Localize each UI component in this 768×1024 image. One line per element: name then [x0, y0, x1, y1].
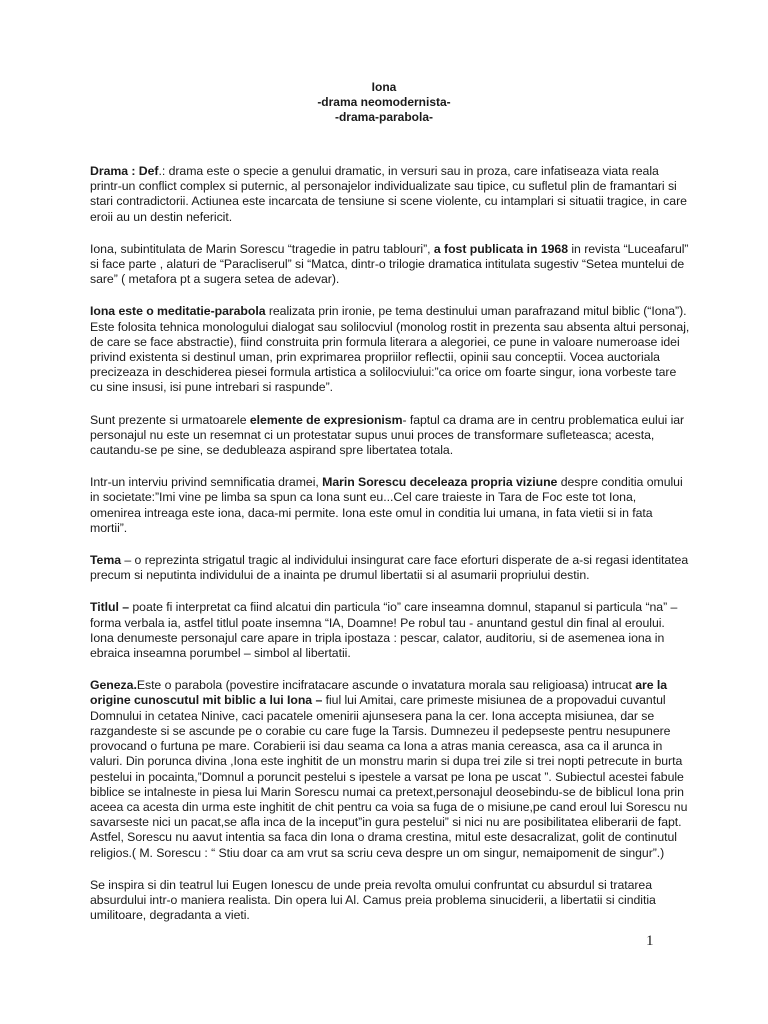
paragraph-text: Intr-un interviu privind semnificatia dramei, [90, 475, 323, 490]
term-titlul: Titlul – [90, 600, 130, 615]
paragraph-tema [90, 553, 690, 583]
paragraph-text: Iona, subintitulata de Marin Sorescu “tragedie in patru tablouri”, [90, 241, 434, 256]
paragraph-text: in revista “Luceafarul” si face parte , alaturi de “Paracliserul” si “Matca, dintr-o trilogie dramatica intitulata sugestiv “Setea muntelui de sare” ( metafora pt a sugera setea de adevar). [90, 241, 689, 287]
paragraph-text: .: drama este o specie a genului dramatic, in versuri sau in proza, care infatiseaza viata reala printr-un conflict complex si puternic, al personajelor individualizate sau tipice, cu sufletul plin de framantari si stari contradictorii. Actiunea este incarcata de tensiune si scene violente, cu intamplari si situatii tragice, in care eroii au un destin nefericit. [90, 164, 687, 224]
paragraph-text: realizata prin ironie, pe tema destinului uman parafrazand mitul biblic (“Iona”). Este folosita tehnica monologului dialogat sau solilocviul (monolog rostit in prezenta sau absenta altui personaj, de care se face abstractie), fiind construita prin formula literara a alegoriei, ce pune in valoare numeroase idei privind existenta si destinul uman, prin exprimarea propriilor reflectii, opinii sau conceptii. Vocea auctoriala precizeaza in deschiderea piesei formula artistica a solilocviului:”ca orice om foarte singur, iona vorbeste tare cu sine insusi, isi pune intrebari si raspunde”. [90, 304, 690, 395]
paragraph-interviu [90, 475, 690, 536]
emphasis-publication: a fost publicata in 1968 [433, 241, 568, 256]
paragraph-text: Sunt prezente si urmatoarele [90, 412, 250, 427]
document-body [90, 164, 690, 940]
term-geneza: Geneza. [90, 678, 137, 693]
paragraph-text: fiul lui Amitai, care primeste misiunea de a propovadui cuvantul Domnului in cetatea Ninive, caci pacatele omenirii ajunsesera pana la cer. Iona accepta misiunea, dar se razgandeste si se ascunde pe o corabie cu care fuge la Tarsis. Dumnezeu il pedepseste pentru nesupunere provocand o furtuna pe mare. Corabierii isi dau seama ca Iona a atras mania cereasca, asa ca il arunca in valuri. Din porunca divina ,Iona este inghitit de un monstru marin si dupa trei zile si trei nopti petrecute in burta pestelui in pocainta,”Domnul a poruncit pestelui s ipestele a varsat pe Iona pe uscat ”. Subiectul acestei fabule biblice se intalneste in piesa lui Marin Sorescu numai ca pretext,personajul deosebindu-se de biblicul Iona prin aceea ca acesta din urma este inghitit de chit pentru ca voia sa fuga de o misiune,pe cand eroul lui Sorescu nu savarseste nici un pacat,se afla inca de la inceput”in gura pestelui” si nici nu are posibilitatea eliberarii de fapt. Astfel, Sorescu nu aavut intentia sa faca din Iona o drama crestina, mitul este desacralizat, golit de continutul religios.( M. Sorescu : “ Stiu doar ca am vrut sa scriu ceva despre un om singur, nemaipomenit de singur”.) [90, 693, 688, 860]
paragraph-text: Se inspira si din teatrul lui Eugen Ionescu de unde preia revolta omului confruntat cu absurdul si tratarea absurdului intr-o maniera realista. Din opera lui Al. Camus preia problema sinuciderii, a libertatii si cinditia umilitoare, degradanta a vieti. [90, 877, 656, 923]
paragraph-expresionism [90, 413, 690, 459]
document-subtitle-neomodernista: -drama neomodernista- [317, 95, 451, 109]
paragraph-meditatie-parabola [90, 304, 690, 395]
term-drama: Drama : Def [90, 164, 159, 178]
paragraph-text: – o reprezinta strigatul tragic al individului insingurat care face eforturi disperate de a-si regasi identitatea precum si neputinta individului de a inainta pe drumul libertatii si al asumarii propriului destin. [90, 553, 689, 583]
emphasis-viziune: Marin Sorescu deceleaza propria viziune [322, 475, 558, 490]
paragraph-influente [90, 878, 690, 924]
paragraph-text: poate fi interpretat ca fiind alcatui din particula “io” care inseamna domnul, stapanul si particula “na” – forma verbala ia, astfel titlul poate insemna “IA, Doamne! Pe robul tau - anuntand gestul din final al eroului. Iona denumeste personajul care apare in tripla ipostaza : pescar, calator, auditoriu, si de asemenea iona in ebraica inseamna porumbel – simbol al libertatii. [90, 600, 678, 661]
paragraph-publication [90, 242, 690, 288]
paragraph-geneza [90, 678, 690, 860]
emphasis-expresionism: elemente de expresionism [249, 412, 403, 427]
document-subtitle-parabola: -drama-parabola- [334, 110, 434, 124]
paragraph-text: - faptul ca drama are in centru problematica eului iar personajul nu este un resemnat ci un protestatar supus unui proces de transformare sufleteasca; acesta, cautandu-se pe sine, se dedubleaza aspirand spre libertatea totala. [90, 412, 685, 458]
page-number: 1 [646, 933, 654, 949]
emphasis-meditatie: Iona este o meditatie-parabola [90, 304, 266, 319]
paragraph-text: Este o parabola (povestire incifratacare ascunde o invatatura morala sau religioasa) intrucat [136, 678, 636, 693]
term-tema: Tema [90, 553, 122, 568]
title-block [0, 80, 768, 125]
document-title: Iona [371, 80, 397, 94]
paragraph-text: despre conditia omului in societate:”Imi vine pe limba sa spun ca Iona sunt eu...Cel care traieste in Tara de Foc este tot Iona, omenirea intreaga este iona, daca-mi permite. Iona este omul in conditia lui umana, in fata vietii si in fata mortii”. [90, 475, 683, 535]
paragraph-titlul [90, 600, 690, 661]
emphasis-mit-biblic: are la origine cunoscutul mit biblic a lui Iona – [90, 678, 668, 708]
paragraph-drama-definition [90, 164, 690, 225]
